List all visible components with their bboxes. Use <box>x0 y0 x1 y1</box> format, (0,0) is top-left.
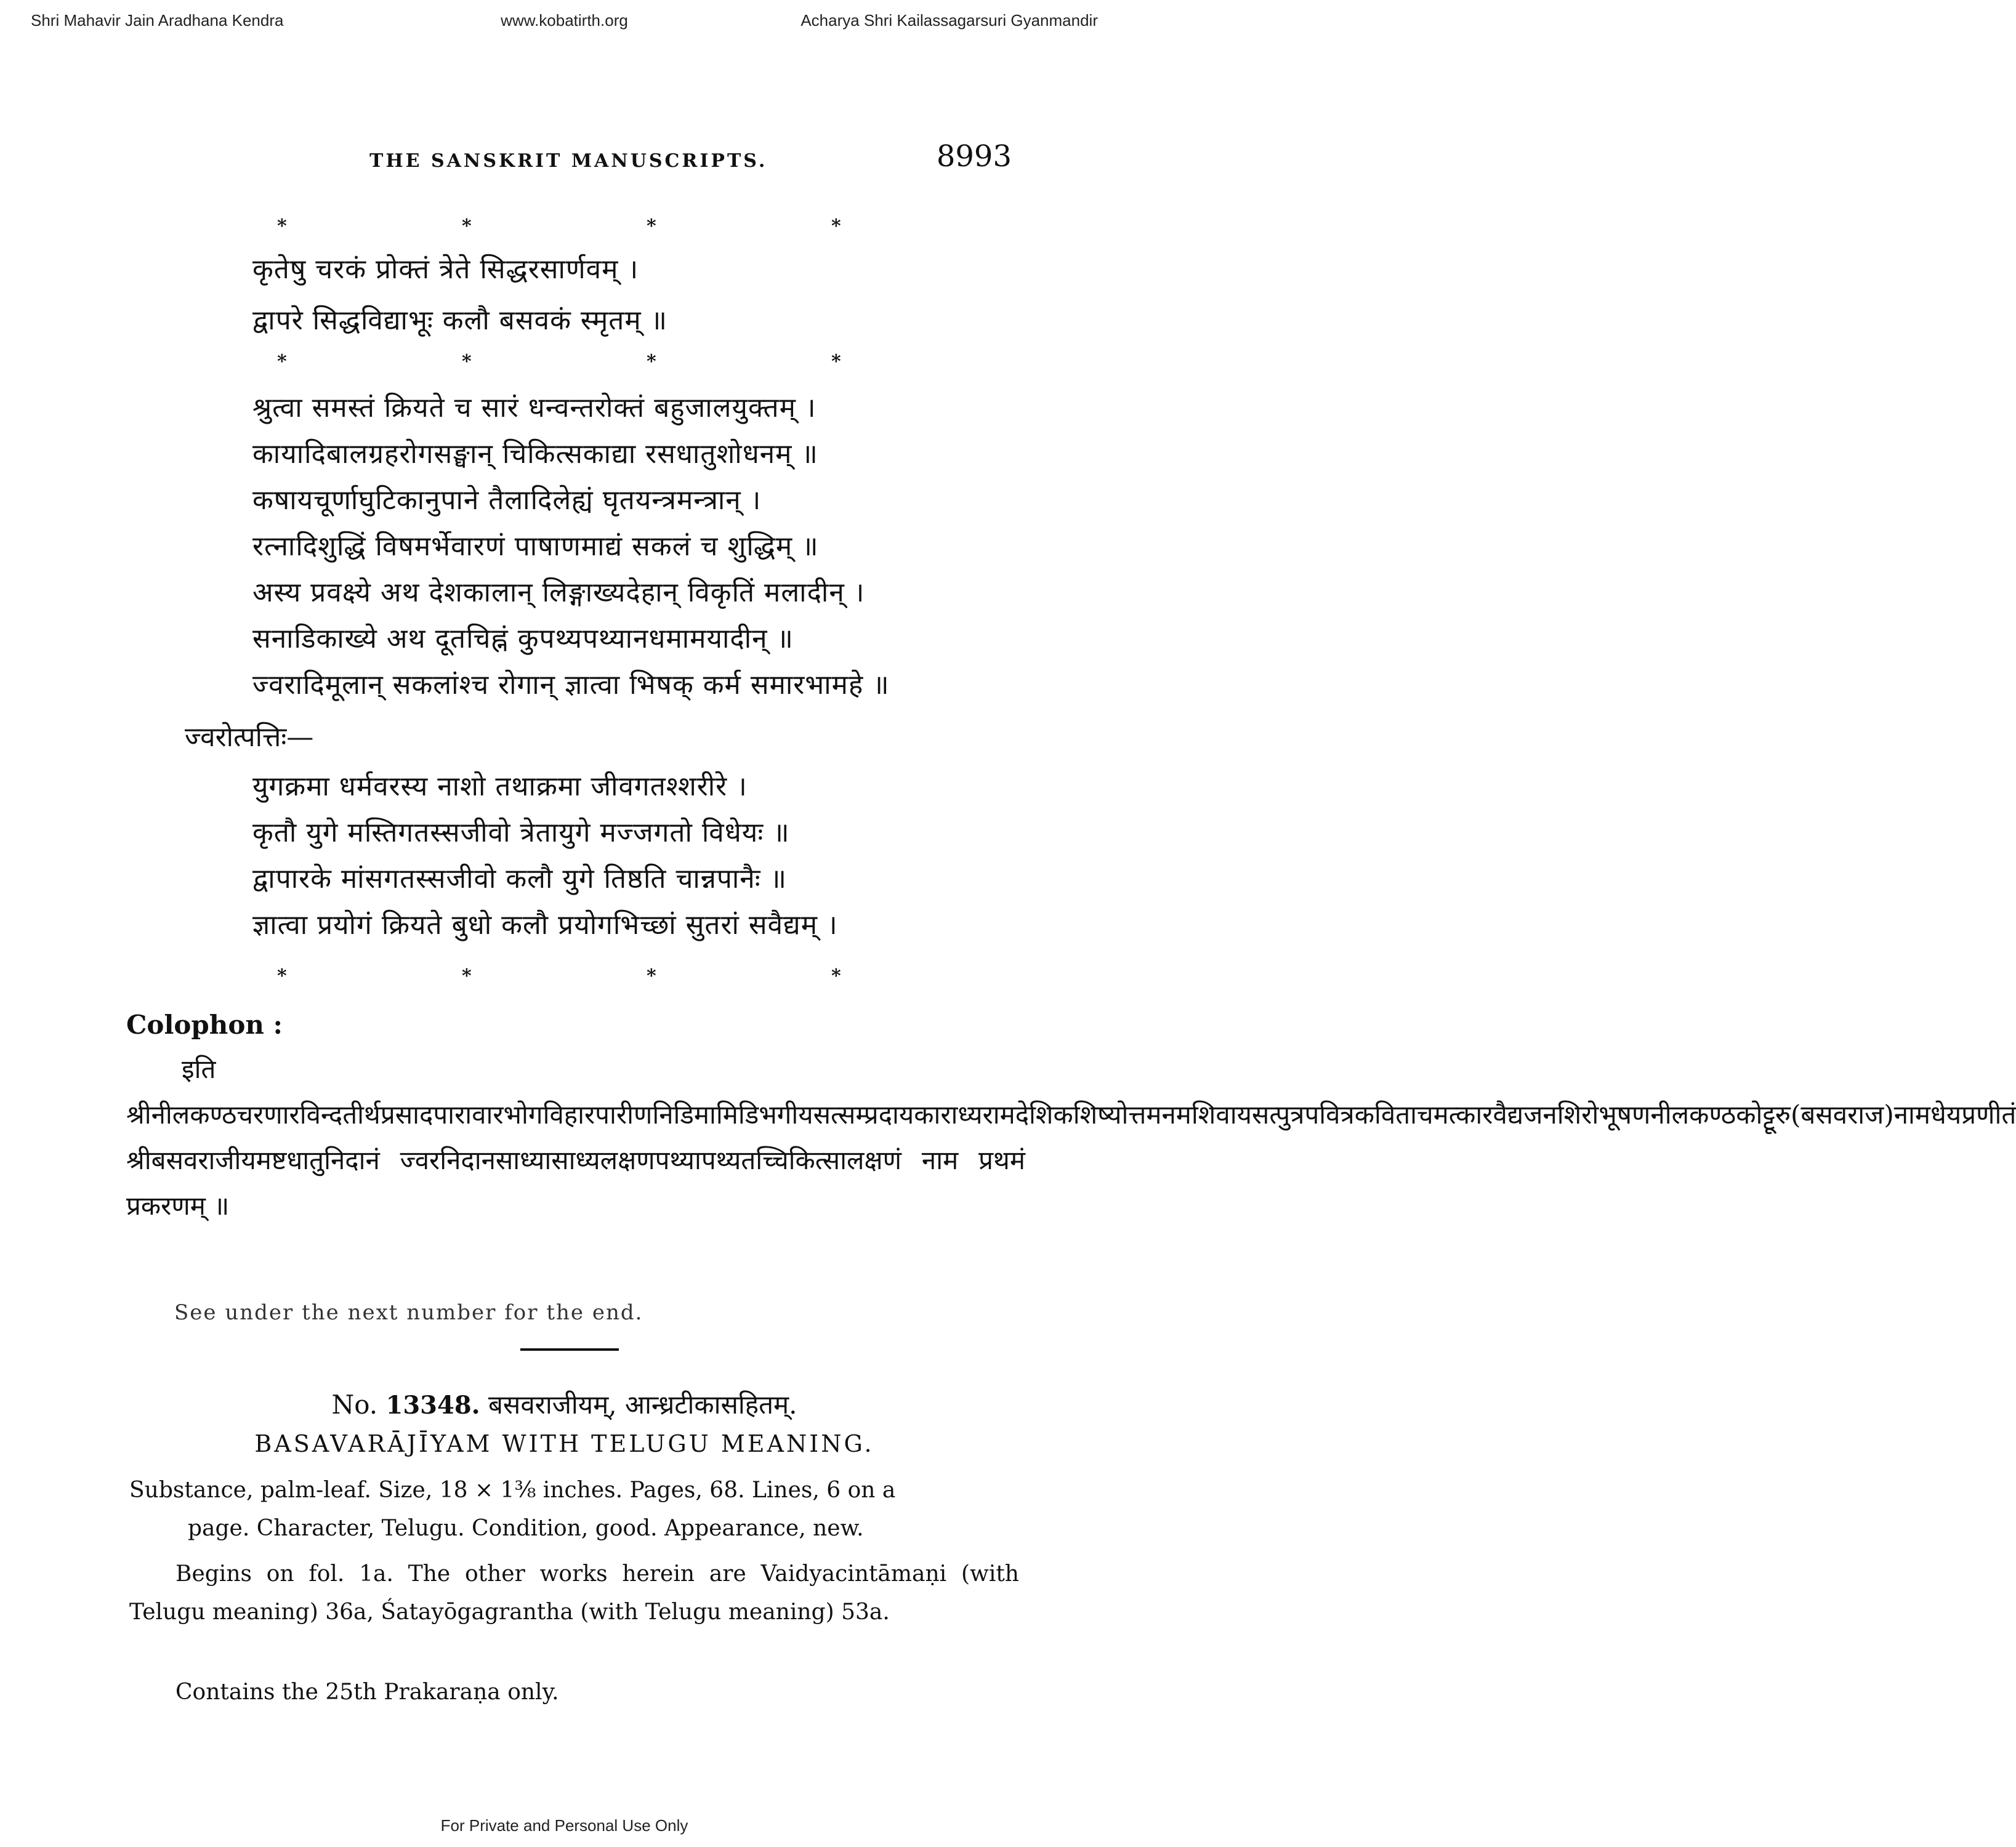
entry-number: 13348. <box>385 1391 480 1420</box>
star-marker: * <box>462 351 472 372</box>
entry-sanskrit-title: बसवराजीयम्, आन्ध्रटीकासहितम्. <box>488 1390 797 1420</box>
star-separator-2 <box>265 351 881 372</box>
star-marker: * <box>647 215 656 237</box>
entry-title: BASAVARĀJĪYAM WITH TELUGU MEANING. <box>254 1430 874 1457</box>
watermark-bar <box>0 9 1129 33</box>
verse-line: युगक्रमा धर्मवरस्य नाशो तथाक्रमा जीवगतश्शरीरे । <box>252 771 748 802</box>
verse-line: सनाडिकाख्ये अथ दूतचिह्नं कुपथ्यपथ्यानधमामयादीन् ॥ <box>252 623 794 654</box>
verse-line: श्रुत्वा समस्तं क्रियते च सारं धन्वन्तरोक्तं बहुजालयुक्तम् । <box>252 392 816 424</box>
entry-contains: Contains the 25th Prakaraṇa only. <box>175 1680 559 1705</box>
star-marker: * <box>277 351 287 372</box>
verse-line: ज्ञात्वा प्रयोगं क्रियते बुधो कलौ प्रयोगभिच्छां सुतरां सवैद्यम् । <box>252 909 838 941</box>
verse-line: ज्वरादिमूलान् सकलांश्च रोगान् ज्ञात्वा भिषक् कर्म समारभामहे ॥ <box>252 669 890 701</box>
verse-line: कायादिबालग्रहरोगसङ्घान् चिकित्सकाद्या रसधातुशोधनम् ॥ <box>252 438 818 470</box>
entry-description <box>129 1471 1019 1548</box>
star-marker: * <box>831 351 841 372</box>
colophon-label: Colophon : <box>126 1010 283 1040</box>
verse-line: द्वापरे सिद्धविद्याभूः कलौ बसवकं स्मृतम् ॥ <box>252 305 668 336</box>
section-heading: ज्वरोत्पत्तिः— <box>185 722 314 753</box>
star-marker: * <box>647 351 656 372</box>
verse-line: द्वापारके मांसगतस्सजीवो कलौ युगे तिष्ठति चान्नपानैः ॥ <box>252 863 787 895</box>
divider-rule <box>520 1348 619 1351</box>
watermark-right: Acharya Shri Kailassagarsuri Gyanmandir <box>800 11 1098 30</box>
verse-line: रत्नादिशुद्धिं विषमर्भेवारणं पाषाणमाद्यं सकलं च शुद्धिम् ॥ <box>252 531 819 562</box>
cross-reference-note: See under the next number for the end. <box>174 1300 643 1325</box>
star-marker: * <box>462 215 472 237</box>
verse-line: कृतौ युगे मस्तिगतस्सजीवो त्रेतायुगे मज्जगतो विधेयः ॥ <box>252 817 790 848</box>
star-marker: * <box>831 965 841 987</box>
star-separator-1 <box>265 215 881 237</box>
verse-line: अस्य प्रवक्ष्ये अथ देशकालान् लिङ्गाख्यदेहान् विकृतिं मलादीन् । <box>252 577 865 608</box>
page-number: 8993 <box>936 139 1012 174</box>
verse-line: कषायचूर्णाघुटिकानुपाने तैलादिलेह्यं घृतयन्त्रमन्त्रान् । <box>252 485 762 516</box>
footer-notice: For Private and Personal Use Only <box>440 1816 688 1835</box>
watermark-url: www.kobatirth.org <box>501 11 628 30</box>
description-line: Substance, palm-leaf. Size, 18 × 1⅜ inches. Pages, 68. Lines, 6 on a <box>129 1478 896 1503</box>
entry-heading <box>0 1386 1129 1422</box>
entry-begins: Begins on fol. 1a. The other works herein are Vaidyacintāmaṇi (with Telugu meaning) 36a, Śatayōgagrantha (with Telugu meaning) 53a. <box>129 1561 1019 1625</box>
description-line: page. Character, Telugu. Condition, good. Appearance, new. <box>188 1516 864 1541</box>
entry-prefix: No. <box>331 1390 378 1420</box>
star-marker: * <box>831 215 841 237</box>
verse-line: कृतेषु चरकं प्रोक्तं त्रेते सिद्धरसार्णवम् । <box>252 254 639 285</box>
running-title: THE SANSKRIT MANUSCRIPTS. <box>369 150 768 172</box>
star-marker: * <box>277 215 287 237</box>
colophon-text: इति श्रीनीलकण्ठचरणारविन्दतीर्थप्रसादपारावारभोगविहारपारीणनिडिमामिडिभगीयसत्सम्प्रदायकाराध्यरामदेशिकशिष्योत्तमनमशिवायसत्पुत्रपवित्रकविताचमत्कारवैद्यजनशिरोभूषणनीलकण्ठकोट्टूरु(बसवराज)नामधेयप्रणीतं श्रीबसवराजीयमष्टधातुनिदानं ज्वरनिदानसाध्यासाध्यलक्षणपथ्यापथ्यतच्चिकित्सालक्षणं नाम प्रथमं प्रकरणम् ॥ <box>126 1054 2016 1221</box>
star-marker: * <box>647 965 656 987</box>
star-marker: * <box>462 965 472 987</box>
watermark-left: Shri Mahavir Jain Aradhana Kendra <box>31 11 284 30</box>
star-separator-3 <box>265 965 881 987</box>
star-marker: * <box>277 965 287 987</box>
